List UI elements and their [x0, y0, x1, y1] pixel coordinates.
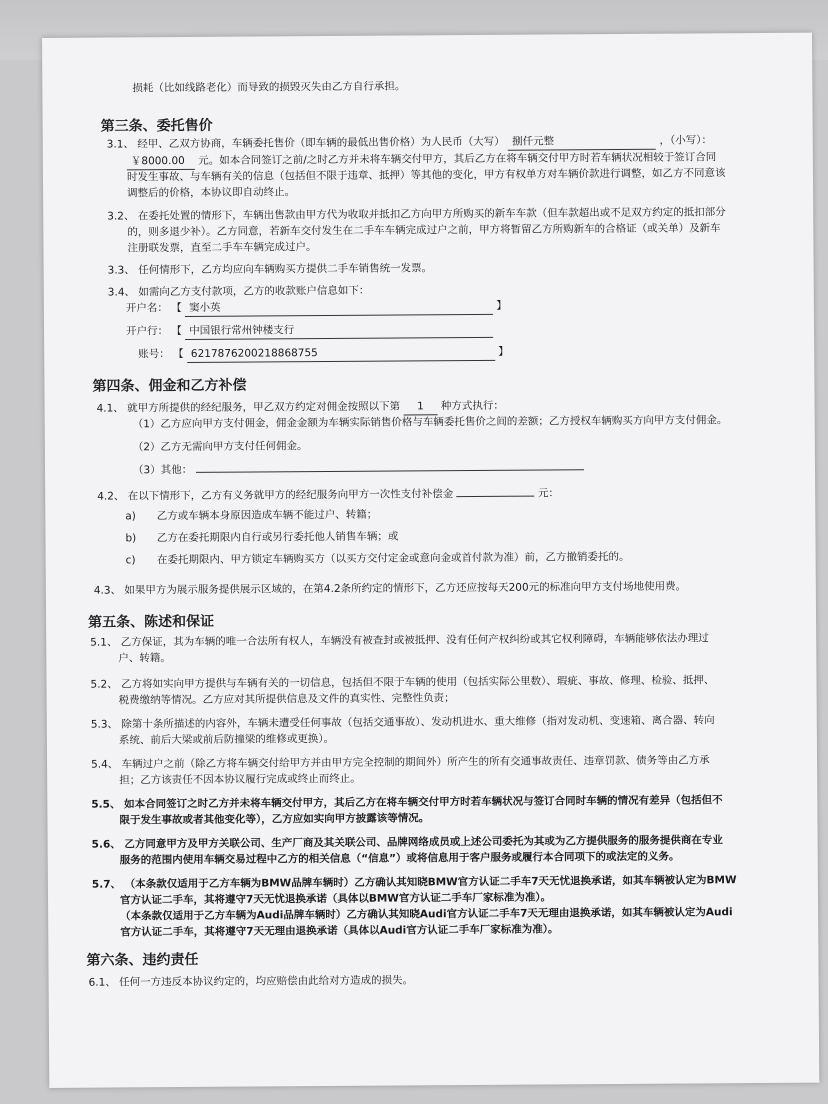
item-key: a) — [125, 510, 136, 523]
clause-3-3 — [108, 261, 433, 278]
clause-number: 4.1、 — [96, 402, 124, 415]
bank-value: 中国银行常州钟楼支行 — [185, 322, 493, 340]
item-text: 乙方或车辆本身原因造成车辆不能过户、转籍； — [156, 508, 378, 523]
section-5-title: 第五条、陈述和保证 — [88, 613, 215, 631]
bracket-right: 】 — [498, 345, 509, 358]
clause-5-6-line2: 服务的范围内使用车辆交易过程中乙方的相关信息（“信息”）或将信息用于客户服务或履行本合同项下的或法定的义务。 — [119, 850, 680, 867]
section-4-title: 第四条、佣金和乙方补偿 — [92, 377, 247, 395]
account-name-row — [126, 299, 507, 318]
clause-5-7-line4: 官方认证二手车，其将遵守7天无理由退换承诺（具体以Audi官方认证二手车厂家标准为准）。 — [120, 923, 559, 939]
clause-number: 6.1、 — [88, 976, 116, 989]
clause-number: 5.4、 — [91, 758, 119, 771]
clause-5-3-line2: 系统、前后大梁或前后防撞梁的维修或更换）。 — [118, 732, 335, 747]
clause-5-1-line2: 户、转籍。 — [118, 652, 171, 665]
section-3-title: 第三条、委托售价 — [100, 117, 213, 135]
option-3-label: （3）其他： — [132, 463, 193, 477]
clause-text: 如本合同签订之时乙方并未将车辆交付甲方，其后乙方在将车辆交付甲方时若车辆状况与签订合同时车辆的情况有差异（包括但不 — [124, 794, 723, 811]
account-name-value: 窦小英 — [185, 299, 493, 317]
clause-number: 3.2、 — [107, 210, 135, 223]
bank-label: 开户行： — [126, 325, 169, 338]
account-name-label: 开户名： — [125, 302, 168, 315]
clause-text: 任何情形下，乙方均应向车辆购买方提供二手车销售统一发票。 — [138, 262, 433, 277]
item-key: c) — [125, 554, 136, 567]
clause-5-1 — [90, 631, 709, 650]
item-text: 在委托期限内、甲方锁定车辆购买方（以买方交付定金或意向金或首付款为准）前，乙方撤销委托的。 — [156, 550, 630, 567]
clause-3-1-line4: 调整后的价格，本协议即自动终止。 — [127, 186, 296, 200]
clause-number: 4.2、 — [97, 490, 125, 503]
bracket-left: 【 — [171, 302, 182, 315]
clause-text: 经甲、乙双方协商，车辆委托售价（即车辆的最低出售价格）为人民币（大写） — [137, 135, 505, 151]
clause-text: 除第十条所描述的内容外，车辆未遭受任何事故（包括交通事故）、发动机进水、重大维修（指对发动机、变速箱、离合器、转向 — [121, 714, 715, 731]
list-item — [125, 530, 398, 547]
bank-row — [126, 322, 493, 341]
clause-text: 在委托处置的情形下，车辆出售款由甲方代为收取并抵扣乙方向甲方所购买的新车车款（但车款超出或不足双方约定的抵扣部分 — [137, 206, 726, 223]
clause-number: 5.1、 — [90, 636, 118, 649]
clause-5-7 — [92, 873, 737, 893]
clause-number: 3.4、 — [107, 286, 136, 299]
clause-5-7-line3: （本条款仅适用于乙方车辆为Audi品牌车辆时）乙方确认其知晓Audi官方认证二手车7天无理由退换承诺，如其车辆被认定为Audi — [120, 906, 733, 923]
clause-number: 5.5、 — [91, 798, 121, 811]
clause-text: 就甲方所提供的经纪服务，甲乙双方约定对佣金按照以下第 — [127, 400, 401, 415]
item-key: b) — [125, 532, 137, 545]
document-page — [42, 33, 819, 1088]
clause-text: 种方式执行： — [440, 399, 504, 413]
clause-5-4-line2: 担；乙方该责任不因本协议履行完成或终止而终止。 — [119, 772, 361, 787]
clause-text: 如果甲方为展示服务提供展示区域的，在第4.2条所约定的情形下，乙方还应按每天200元的标准向甲方支付场地使用费。 — [124, 580, 687, 597]
clause-number: 5.3、 — [90, 718, 119, 731]
clause-text: ，（小写）： — [659, 134, 713, 147]
clause-5-2 — [90, 673, 714, 692]
amount-lower-field: ￥8000.00 — [127, 154, 195, 170]
clause-number: 4.3、 — [93, 584, 122, 597]
commission-option-1: （1）乙方应向甲方支付佣金，佣金金额为车辆实际销售价格与车辆委托售价之间的差额；乙方授权车辆购买方向甲方支付佣金。 — [132, 414, 728, 431]
clause-text: 元。如本合同签订之前/之时乙方并未将车辆交付甲方，其后乙方在将车辆交付甲方时若车辆状况相较于签订合同 — [198, 151, 717, 167]
clause-3-1-line3: 时发生事故、与车辆有关的信息（包括但不限于违章、抵押）等其他的变化，甲方有权单方对车辆价款进行调整，如乙方不同意该 — [126, 167, 726, 184]
clause-number: 3.1、 — [106, 138, 134, 151]
clause-6-1 — [89, 973, 414, 990]
item-text: 乙方在委托期限内自行或另行委托他人销售车辆；或 — [156, 530, 399, 545]
clause-text: 如需向乙方支付款项，乙方的收款账户信息如下： — [138, 284, 370, 299]
list-item — [126, 550, 630, 569]
clause-number: 3.3、 — [107, 264, 135, 277]
bracket-left: 【 — [173, 348, 184, 361]
account-number-row — [138, 345, 509, 364]
bracket-right: 】 — [496, 299, 507, 312]
list-item — [125, 508, 377, 525]
clause-5-4 — [91, 753, 710, 772]
clause-text: （本条款仅适用于乙方车辆为BMW品牌车辆时）乙方确认其知晓BMW官方认证二手车7天无忧退换承诺，如其车辆被认定为BMW — [124, 874, 737, 891]
clause-number: 5.2、 — [90, 678, 118, 691]
option-3-blank — [196, 469, 584, 473]
account-number-label: 账号： — [138, 348, 170, 361]
commission-option-2: （2）乙方无需向甲方支付任何佣金。 — [132, 440, 308, 454]
clause-3-2-line2: 的，则多退少补）。乙方同意，若新车交付发生在二手车车辆完成过户之前，甲方将暂留乙方所购新车的合格证（或关单）及新车 — [127, 222, 721, 239]
clause-text: 在以下情形下，乙方有义务就甲方的经纪服务向甲方一次性支付补偿金 — [127, 488, 454, 503]
clause-4-2 — [97, 486, 559, 504]
clause-5-7-line2: 官方认证二手车，其将遵守7天无忧退换承诺（具体以BMW官方认证二手车厂家标准为准）。 — [119, 891, 552, 907]
clause-text: 乙方将如实向甲方提供与车辆有关的一切信息，包括但不限于车辆的使用（包括实际公里数）、瑕疵、事故、修理、检验、抵押、 — [121, 674, 715, 691]
commission-choice-field: 1 — [403, 399, 437, 415]
clause-4-3 — [94, 580, 686, 599]
clause-5-2-line2: 税费缴纳等情况。乙方应对其所提供信息及文件的真实性、完整性负责； — [118, 692, 455, 707]
clause-text: 元： — [537, 487, 559, 500]
section-6-title: 第六条、违约责任 — [86, 951, 199, 969]
clause-5-5 — [91, 793, 722, 812]
clause-number: 5.7、 — [91, 878, 122, 891]
clause-text: 车辆过户之前（除乙方将车辆交付给甲方并由甲方完全控制的期间外）所产生的所有交通事故责任、违章罚款、债务等由乙方承 — [121, 754, 710, 771]
clause-5-3 — [91, 713, 715, 732]
clause-3-2-line3: 注册联发票，直至二手车车辆完成过户。 — [127, 241, 317, 255]
amount-upper-field: 捌仟元整 — [508, 134, 656, 151]
intro-tail: 损耗（比如线路老化）而导致的损毁灭失由乙方自行承担。 — [132, 80, 406, 95]
bracket-left: 【 — [171, 325, 182, 338]
clause-text: 任何一方违反本协议约定的，均应赔偿由此给对方造成的损失。 — [119, 974, 414, 989]
compensation-amount-field — [457, 496, 535, 498]
clause-5-5-line2: 限于发生事故或者其他变化等），乙方应如实向甲方披露该等情况。 — [119, 812, 430, 827]
account-number-value: 6217876200218868755 — [187, 345, 495, 363]
clause-text: 乙方同意甲方及甲方关联公司、生产厂商及其关联公司、品牌网络成员或上述公司委托为其或为乙方提供服务的服务提供商在专业 — [124, 834, 723, 851]
commission-option-3 — [133, 460, 584, 478]
clause-text: 乙方保证，其为车辆的唯一合法所有权人，车辆没有被查封或被抵押、没有任何产权纠纷或其它权利障碍，车辆能够依法办理过 — [120, 632, 709, 649]
clause-number: 5.6、 — [91, 838, 121, 851]
clause-3-4 — [108, 284, 370, 301]
